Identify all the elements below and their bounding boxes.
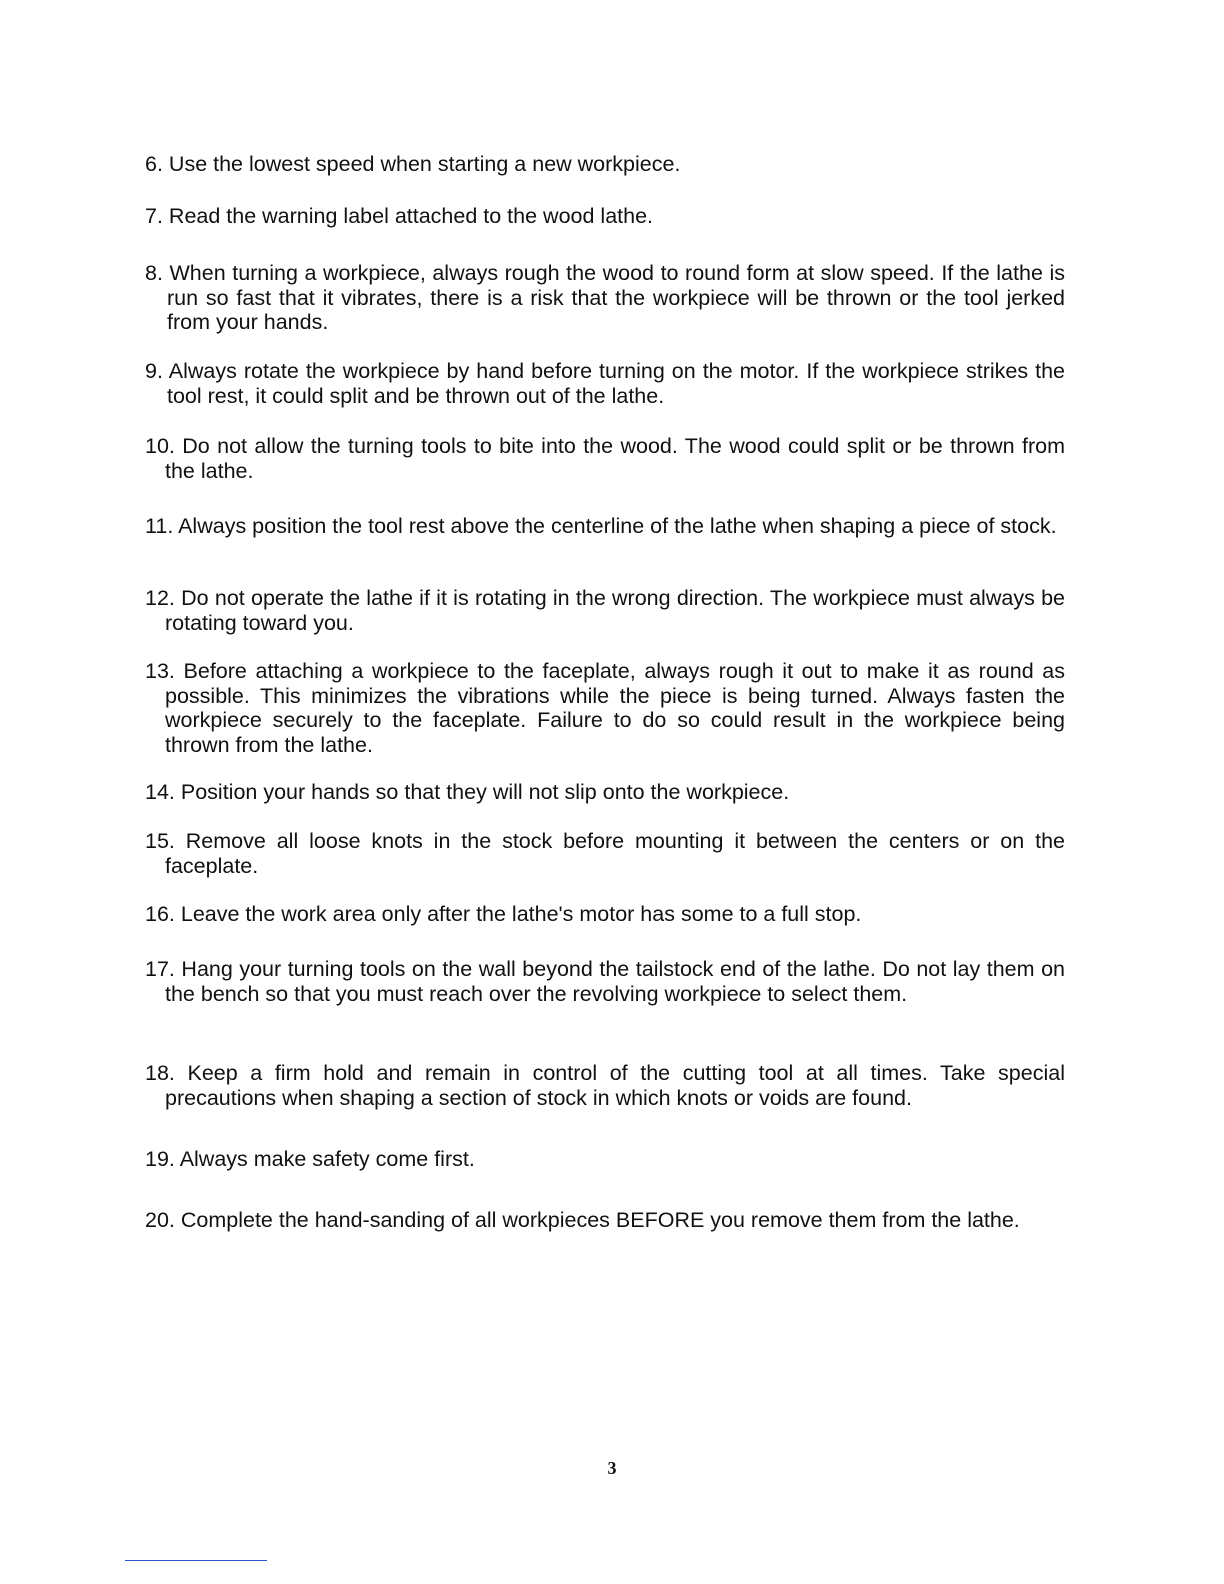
item-number: 20. xyxy=(145,1208,175,1232)
list-item xyxy=(145,1061,1065,1110)
item-number: 7. xyxy=(145,204,163,228)
page-number: 3 xyxy=(607,1458,617,1478)
item-text: When turning a workpiece, always rough the wood to round form at slow speed. If the lathe is run so fast that it vibrates, there is a risk that the workpiece will be thrown or the tool jerked from your hands. xyxy=(167,261,1065,334)
item-number: 11. xyxy=(145,514,174,538)
item-number: 14. xyxy=(145,780,175,804)
item-number: 15. xyxy=(145,829,175,853)
item-number: 13. xyxy=(145,659,175,683)
item-text: Leave the work area only after the lathe's motor has some to a full stop. xyxy=(180,902,862,926)
item-number: 17. xyxy=(145,957,175,981)
list-item xyxy=(145,434,1065,483)
list-item xyxy=(145,1147,1065,1172)
list-item xyxy=(145,359,1065,408)
list-item xyxy=(145,1208,1065,1233)
item-text: Do not allow the turning tools to bite into the wood. The wood could split or be thrown from the lathe. xyxy=(165,434,1065,483)
item-number: 10. xyxy=(145,434,175,458)
list-item xyxy=(145,902,1065,927)
list-item xyxy=(145,204,1065,229)
item-text: Read the warning label attached to the wood lathe. xyxy=(168,204,654,228)
item-number: 8. xyxy=(145,261,163,285)
list-item xyxy=(145,586,1065,635)
list-item xyxy=(145,829,1065,878)
list-item xyxy=(145,261,1065,335)
item-number: 12. xyxy=(145,586,175,610)
item-text: Before attaching a workpiece to the faceplate, always rough it out to make it as round as possible. This minimizes the vibrations while the piece is being turned. Always fasten the workpiece securely to the faceplate. Failure to do so could result in the workpiece being thrown from the lathe. xyxy=(165,659,1065,757)
item-text: Always position the tool rest above the centerline of the lathe when shaping a piece of stock. xyxy=(178,514,1057,538)
item-number: 18. xyxy=(145,1061,175,1085)
item-text: Complete the hand-sanding of all workpieces BEFORE you remove them from the lathe. xyxy=(180,1208,1020,1232)
footer-rule xyxy=(125,1560,267,1561)
item-text: Always rotate the workpiece by hand before turning on the motor. If the workpiece strikes the tool rest, it could split and be thrown out of the lathe. xyxy=(167,359,1065,408)
item-number: 19. xyxy=(145,1147,175,1171)
item-text: Always make safety come first. xyxy=(179,1147,475,1171)
list-item xyxy=(145,780,1065,805)
item-number: 6. xyxy=(145,152,163,176)
item-number: 16. xyxy=(145,902,175,926)
item-text: Keep a firm hold and remain in control of the cutting tool at all times. Take special precautions when shaping a section of stock in which knots or voids are found. xyxy=(165,1061,1065,1110)
list-item xyxy=(145,152,1065,177)
list-item xyxy=(145,659,1065,757)
item-number: 9. xyxy=(145,359,163,383)
item-text: Remove all loose knots in the stock before mounting it between the centers or on the faceplate. xyxy=(165,829,1065,878)
item-text: Use the lowest speed when starting a new workpiece. xyxy=(168,152,681,176)
item-text: Position your hands so that they will not slip onto the workpiece. xyxy=(180,780,790,804)
list-item xyxy=(145,514,1065,539)
item-text: Do not operate the lathe if it is rotating in the wrong direction. The workpiece must always be rotating toward you. xyxy=(165,586,1065,635)
list-item xyxy=(145,957,1065,1006)
item-text: Hang your turning tools on the wall beyond the tailstock end of the lathe. Do not lay them on the bench so that you must reach over the revolving workpiece to select them. xyxy=(165,957,1065,1006)
